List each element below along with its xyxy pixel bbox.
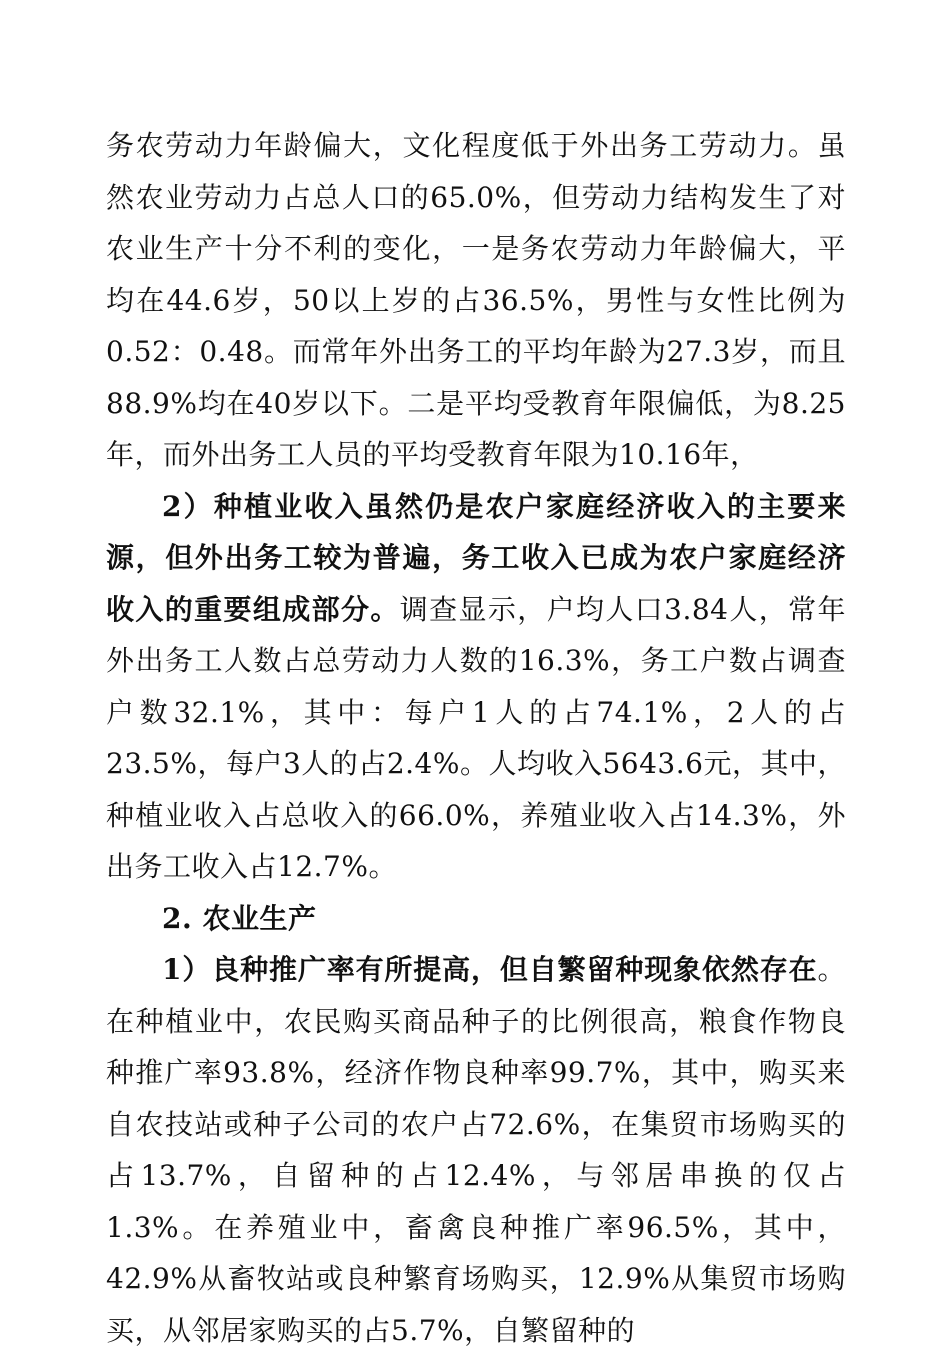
paragraph-text: 。在种植业中，农民购买商品种子的比例很高，粮食作物良种推广率93.8%，经济作物良种率99.7%，其中，购买来自农技站或种子公司的农户占72.6%，在集贸市场购买的占13.7%，自留种的占12.4%，与邻居串换的仅占1.3%。在养殖业中，畜禽良种推广率96.5%，其中，42.9%从畜牧站或良种繁育场购买，12.9%从集贸市场购买，从邻居家购买的占5.7%，自繁留种的 <box>106 953 846 1347</box>
section-heading-agricultural-production <box>106 893 846 945</box>
paragraph-text: 调查显示，户均人口3.84人，常年外出务工人数占总劳动力人数的16.3%，务工户数占调查户数32.1%，其中：每户1人的占74.1%，2人的占23.5%，每户3人的占2.4%。人均收入5643.6元，其中，种植业收入占总收入的66.0%，养殖业收入占14.3%，外出务工收入占12.7%。 <box>106 592 846 883</box>
paragraph-labor-structure <box>106 120 846 481</box>
paragraph-text: 务农劳动力年龄偏大，文化程度低于外出务工劳动力。虽然农业劳动力占总人口的65.0%，但劳动力结构发生了对农业生产十分不利的变化，一是务农劳动力年龄偏大，平均在44.6岁，50以上岁的占36.5%，男性与女性比例为0.52：0.48。而常年外出务工的平均年龄为27.3岁，而且88.9%均在40岁以下。二是平均受教育年限偏低，为8.25年，而外出务工人员的平均受教育年限为10.16年， <box>106 129 846 471</box>
paragraph-income-sources <box>106 481 846 893</box>
paragraph-heading-bold: 2）种植业收入虽然仍是农户家庭经济收入的主要来源，但外出务工较为普遍，务工收入已成为农户家庭经济收入的重要组成部分。 <box>106 489 846 626</box>
paragraph-seed-promotion <box>106 944 846 1356</box>
body-text <box>106 120 846 1356</box>
paragraph-heading-bold: 1）良种推广率有所提高，但自繁留种现象依然存在 <box>162 953 818 986</box>
section-heading-text: 2. 农业生产 <box>162 901 317 935</box>
